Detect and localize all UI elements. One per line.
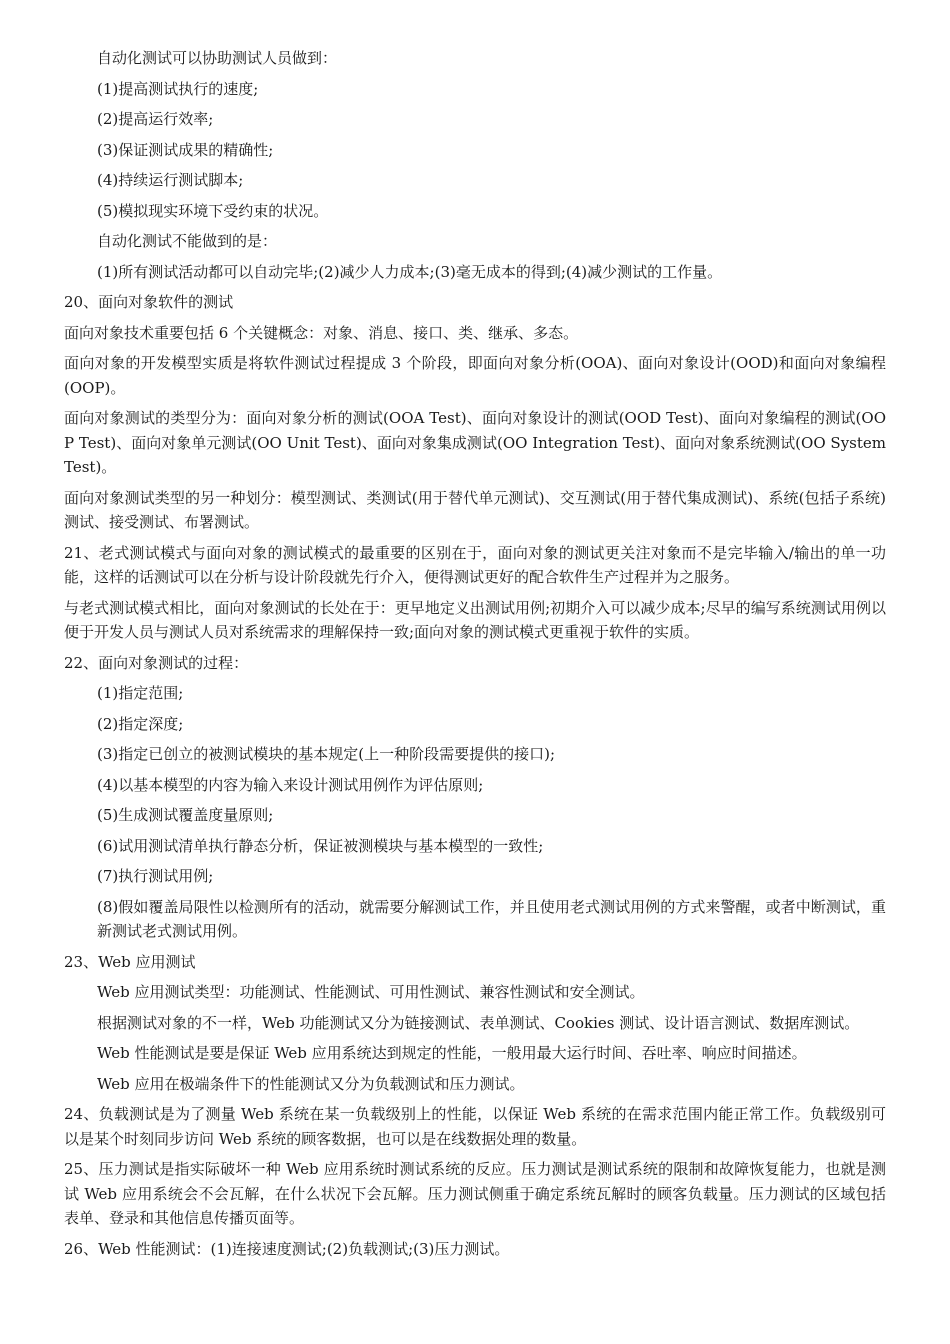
list-item: (8)假如覆盖局限性以检测所有的活动，就需要分解测试工作，并且使用老式测试用例的方式来警醒，或者中断测试，重新测试老式测试用例。: [97, 897, 886, 940]
list-item: (3)保证测试成果的精确性;: [97, 140, 274, 159]
list-item: (3)指定已创立的被测试模块的基本规定(上一种阶段需要提供的接口);: [97, 745, 556, 763]
list-item: (4)持续运行测试脚本;: [97, 171, 244, 189]
paragraph: 面向对象技术重要包括 6 个关键概念：对象、消息、接口、类、继承、多态。: [64, 323, 579, 342]
paragraph: (1)所有测试活动都可以自动完毕;(2)减少人力成本;(3)毫无成本的得到;(4)减少测试的工作量。: [97, 262, 723, 281]
numbered-paragraph: 25、压力测试是指实际破坏一种 Web 应用系统时测试系统的反应。压力测试是测试系统的限制和故障恢复能力，也就是测试 Web 应用系统会不会瓦解，在什么状况下会瓦解。压力测试侧重于确定系统瓦解时的顾客负载量。压力测试的区域包括表单、登录和其他信息传播页面等。: [64, 1160, 886, 1227]
paragraph: 面向对象的开发模型实质是将软件测试过程提成 3 个阶段，即面向对象分析(OOA)、面向对象设计(OOD)和面向对象编程(OOP)。: [64, 354, 886, 397]
paragraph: 自动化测试不能做到的是：: [97, 232, 278, 250]
list-item: (4)以基本模型的内容为输入来设计测试用例作为评估原则;: [97, 775, 484, 794]
section-heading: 20、面向对象软件的测试: [64, 293, 234, 311]
paragraph: 自动化测试可以协助测试人员做到：: [97, 49, 338, 67]
paragraph: Web 性能测试是要是保证 Web 应用系统达到规定的性能，一般用最大运行时间、吞吐率、响应时间描述。: [97, 1044, 807, 1062]
list-item: (5)模拟现实环境下受约束的状况。: [97, 201, 329, 220]
list-item: (1)指定范围;: [97, 684, 184, 702]
list-item: (2)提高运行效率;: [97, 110, 214, 128]
list-item: (1)提高测试执行的速度;: [97, 79, 259, 98]
paragraph: 根据测试对象的不一样，Web 功能测试又分为链接测试、表单测试、Cookies 测试、设计语言测试、数据库测试。: [97, 1013, 860, 1032]
paragraph: Web 应用测试类型：功能测试、性能测试、可用性测试、兼容性测试和安全测试。: [97, 983, 645, 1001]
list-item: (5)生成测试覆盖度量原则;: [97, 806, 274, 824]
list-item: (6)试用测试清单执行静态分析，保证被测模块与基本模型的一致性;: [97, 836, 544, 855]
paragraph: 面向对象测试类型的另一种划分：模型测试、类测试(用于替代单元测试)、交互测试(用于替代集成测试)、系统(包括子系统)测试、接受测试、布署测试。: [64, 488, 886, 531]
paragraph: 与老式测试模式相比，面向对象测试的长处在于：更早地定义出测试用例;初期介入可以减少成本;尽早的编写系统测试用例以便于开发人员与测试人员对系统需求的理解保持一致;面向对象的测试模式更重视于软件的实质。: [64, 598, 886, 641]
numbered-paragraph: 26、Web 性能测试：(1)连接速度测试;(2)负载测试;(3)压力测试。: [64, 1239, 510, 1258]
paragraph: 面向对象测试的类型分为：面向对象分析的测试(OOA Test)、面向对象设计的测试(OOD Test)、面向对象编程的测试(OOP Test)、面向对象单元测试(OO Unit Test)、面向对象集成测试(OO Integration Test)、面向对象系统测试(OO System Test)。: [64, 409, 886, 476]
list-item: (7)执行测试用例;: [97, 867, 214, 885]
numbered-paragraph: 21、老式测试模式与面向对象的测试模式的最重要的区别在于，面向对象的测试更关注对象而不是完毕输入/输出的单一功能，这样的话测试可以在分析与设计阶段就先行介入，便得测试更好的配合软件生产过程并为之服务。: [64, 543, 886, 586]
numbered-paragraph: 24、负载测试是为了测量 Web 系统在某一负载级别上的性能，以保证 Web 系统的在需求范围内能正常工作。负载级别可以是某个时刻同步访问 Web 系统的顾客数据，也可以是在线数据处理的数量。: [64, 1105, 886, 1148]
section-heading: 23、Web 应用测试: [64, 952, 196, 971]
document-body: [64, 46, 886, 1267]
paragraph: Web 应用在极端条件下的性能测试又分为负载测试和压力测试。: [97, 1074, 525, 1093]
section-heading: 22、面向对象测试的过程：: [64, 653, 249, 672]
list-item: (2)指定深度;: [97, 714, 184, 733]
